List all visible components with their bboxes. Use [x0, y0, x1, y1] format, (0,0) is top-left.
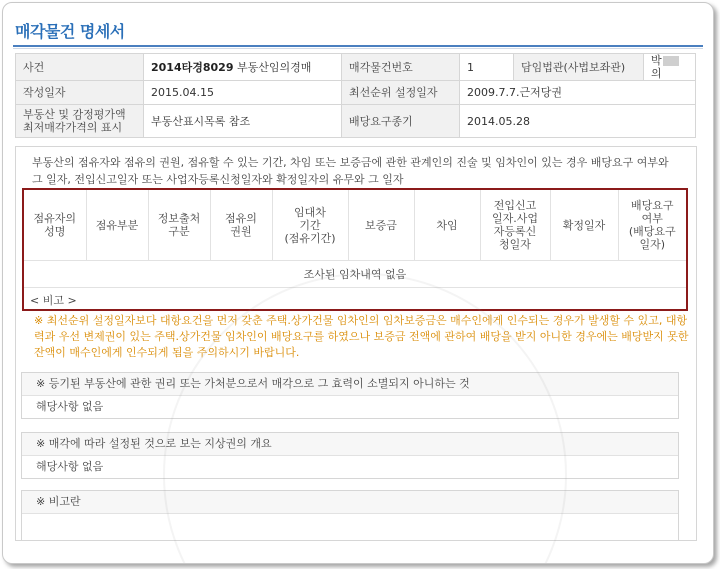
lease-table-frame: [22, 188, 688, 311]
judge-name-prefix: 박: [651, 54, 662, 67]
warning-notice: ※ 최선순위 설정일자보다 대항요건을 먼저 갖춘 주택.상가건물 임차인의 임차보증금은 매수인에게 인수되는 경우가 발생할 수 있고, 대항력과 우선 변제권이 있는 주택.상가건물 임차인이 배당요구를 하였으나 보증금 전액에 관하여 배당을 받지 아니한 경우에는 배당받지 못한 잔액이 매수인에게 인수되게 됨을 주의하시기 바랍니다.: [34, 314, 689, 359]
col-fixed-date: 확정일자: [550, 190, 618, 261]
col-rent: 차임: [414, 190, 480, 261]
written-date: 2015.04.15: [144, 81, 342, 105]
section-surviving-rights: [21, 372, 679, 419]
col-info-source: 정보출처 구분: [148, 190, 210, 261]
judge-name: [644, 54, 696, 81]
col-dividend-request: 배당요구 여부 (배당요구 일자): [618, 190, 686, 261]
case-type: 부동산임의경매: [236, 60, 312, 74]
item-no-label: 매각물건번호: [342, 54, 460, 81]
case-row: [16, 54, 696, 81]
case-value: [144, 54, 342, 81]
case-info-table: [15, 53, 696, 138]
occupancy-description: 부동산의 점유자와 점유의 권원, 점유할 수 있는 기간, 차임 또는 보증금에 관한 관계인의 진술 및 임차인이 있는 경우 배당요구 여부와 그 일자, 전입신고일자 또는 사업자등록신청일자와 확정일자의 유무와 그 일자: [32, 156, 669, 186]
lease-header-row: [24, 190, 686, 261]
judge-name-suffix: 의: [651, 67, 662, 80]
redacted-mark: [663, 56, 679, 66]
written-label: 작성일자: [16, 81, 144, 105]
lease-remarks-label: < 비고 >: [30, 294, 77, 307]
section-heading: ※ 비고란: [22, 491, 678, 514]
deadline-value: 2014.05.28: [460, 105, 696, 138]
col-lease-period: 임대차 기간 (점유기간): [272, 190, 348, 261]
lease-empty-message: 조사된 임차내역 없음: [24, 261, 686, 288]
title-divider-secondary: [13, 48, 703, 49]
item-no-value: 1: [460, 54, 514, 81]
section-body: 해당사항 없음: [36, 400, 104, 413]
page-title: 매각물건 명세서: [15, 22, 125, 41]
appraisal-label: 부동산 및 감정평가액 최저매각가격의 표시: [16, 105, 144, 138]
deadline-label: 배당요구종기: [342, 105, 460, 138]
title-divider: [13, 45, 703, 47]
lease-table: [24, 190, 686, 288]
col-occupancy-right: 점유의 권원: [210, 190, 272, 261]
document-frame: [2, 2, 714, 564]
section-heading: ※ 매각에 따라 설정된 것으로 보는 지상권의 개요: [22, 433, 678, 456]
section-remarks: [21, 490, 679, 541]
col-occupant-name: 점유자의 성명: [24, 190, 86, 261]
lease-empty-row: [24, 261, 686, 288]
section-heading: ※ 등기된 부동산에 관한 권리 또는 가처분으로서 매각으로 그 효력이 소멸되지 아니하는 것: [22, 373, 678, 396]
col-move-in-date: 전입신고 일자.사업 자등록신 청일자: [480, 190, 550, 261]
section-superficies: [21, 432, 679, 479]
section-body: [22, 514, 678, 540]
case-number: 2014타경8029: [151, 60, 234, 74]
col-deposit: 보증금: [348, 190, 414, 261]
case-label: 사건: [16, 54, 144, 81]
judge-label: 담임법관(사법보좌관): [514, 54, 644, 81]
occupancy-box: [15, 146, 697, 541]
written-row: [16, 81, 696, 105]
appraisal-row: [16, 105, 696, 138]
appraisal-value: 부동산표시목록 참조: [144, 105, 342, 138]
col-occupied-part: 점유부분: [86, 190, 148, 261]
lien-label: 최선순위 설정일자: [342, 81, 460, 105]
section-body: 해당사항 없음: [36, 460, 104, 473]
lien-value: 2009.7.7.근저당권: [460, 81, 696, 105]
